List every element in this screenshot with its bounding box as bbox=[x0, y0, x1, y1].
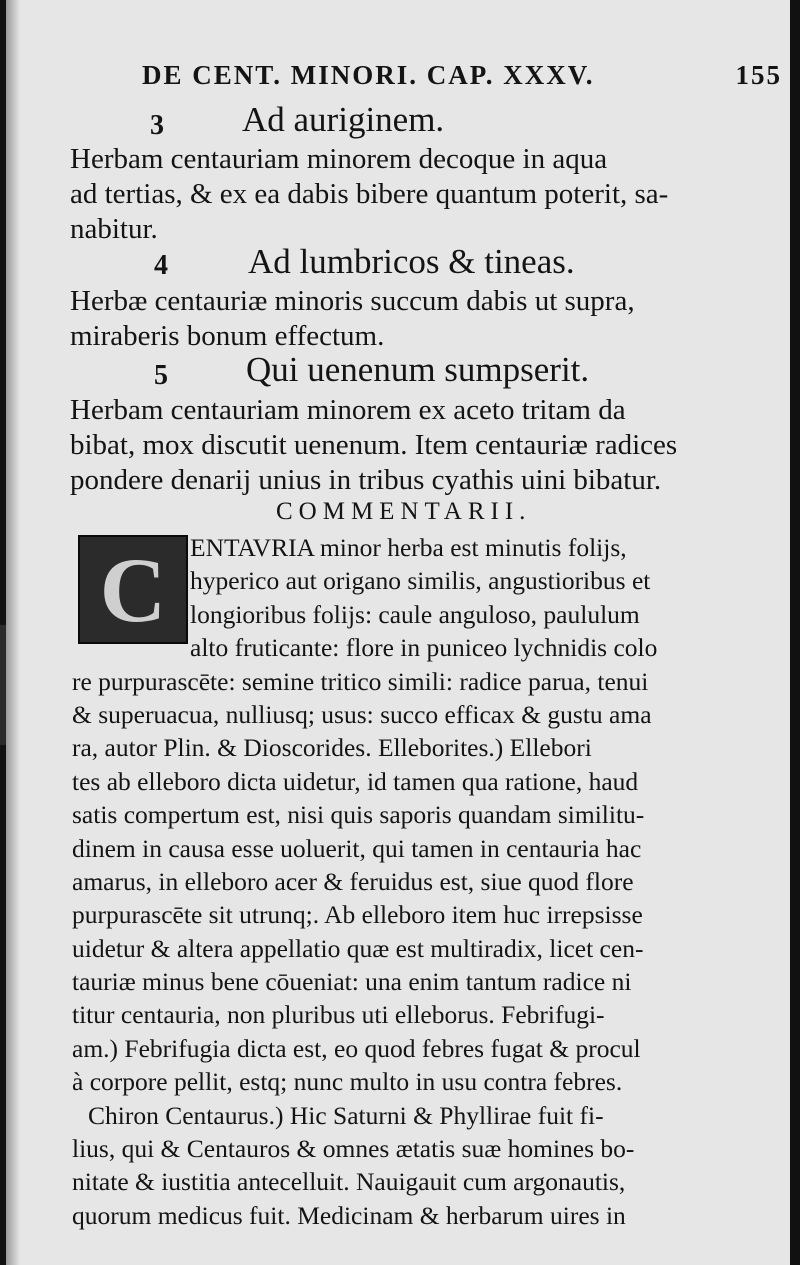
text-line: bibat, mox discutit uenenum. Item centauriæ radices bbox=[70, 429, 678, 461]
text-line: uidetur & altera appellatio quæ est multiradix, licet cen- bbox=[72, 933, 644, 963]
commentarii-heading: COMMENTARII. bbox=[276, 498, 532, 525]
running-header bbox=[132, 60, 782, 100]
text-line: nitate & iustitia antecelluit. Nauigauit cum argonautis, bbox=[72, 1167, 626, 1197]
remedy-heading bbox=[6, 242, 790, 286]
remedy-text bbox=[70, 142, 728, 247]
page-gutter-shadow bbox=[6, 0, 20, 1265]
text-line: dinem in causa esse uoluerit, qui tamen in centauria hac bbox=[72, 833, 642, 863]
text-line: alto fruticante: flore in puniceo lychnidis colo bbox=[190, 633, 658, 663]
text-line: miraberis bonum effectum. bbox=[70, 320, 385, 352]
remedy-text bbox=[70, 393, 728, 498]
remedy-heading bbox=[6, 350, 790, 394]
remedy-number: 3 bbox=[150, 110, 164, 141]
remedy-number: 4 bbox=[154, 250, 168, 281]
text-line: Herbæ centauriæ minoris succum dabis ut supra, bbox=[70, 285, 635, 317]
remedy-text bbox=[70, 284, 728, 354]
remedy-title: Ad auriginem. bbox=[242, 100, 445, 139]
text-line: tauriæ minus bene cōueniat: una enim tantum radice ni bbox=[72, 967, 632, 997]
running-head: DE CENT. MINORI. CAP. XXXV. bbox=[142, 60, 595, 90]
text-line: nabitur. bbox=[70, 213, 158, 245]
text-line: & superuacua, nulliusq; usus: succo efficax & gustu ama bbox=[72, 699, 652, 729]
text-line: am.) Febrifugia dicta est, eo quod febres fugat & procul bbox=[72, 1033, 641, 1063]
text-line: Herbam centauriam minorem ex aceto tritam da bbox=[70, 394, 626, 426]
binding-edge bbox=[0, 625, 6, 745]
text-line: satis compertum est, nisi quis saporis quandam similitu- bbox=[72, 800, 645, 830]
text-line: amarus, in elleboro acer & feruidus est, siue quod flore bbox=[72, 866, 634, 896]
book-page bbox=[6, 0, 790, 1265]
text-line: quorum medicus fuit. Medicinam & herbarum uires in bbox=[72, 1200, 626, 1230]
text-line: ad tertias, & ex ea dabis bibere quantum poterit, sa- bbox=[70, 178, 669, 210]
text-line: pondere denarij unius in tribus cyathis uini bibatur. bbox=[70, 464, 662, 496]
remedy-number: 5 bbox=[154, 360, 168, 391]
text-line: Herbam centauriam minorem decoque in aqua bbox=[70, 143, 608, 175]
commentary-text bbox=[72, 531, 732, 1232]
text-line: tes ab elleboro dicta uidetur, id tamen qua ratione, haud bbox=[72, 766, 639, 796]
remedy-title: Ad lumbricos & tineas. bbox=[248, 242, 575, 281]
initial-letter: C bbox=[99, 538, 167, 641]
text-line: ENTAVRIA minor herba est minutis folijs, bbox=[190, 533, 627, 562]
text-line: à corpore pellit, estq; nunc multo in usu contra febres. bbox=[72, 1067, 623, 1097]
text-line: hyperico aut origano similis, angustioribus et bbox=[190, 566, 651, 596]
text-line: titur centauria, non pluribus uti elleborus. Febrifugi- bbox=[72, 1000, 605, 1030]
text-line: lius, qui & Centauros & omnes ætatis suæ homines bo- bbox=[72, 1134, 635, 1164]
remedy-title: Qui uenenum sumpserit. bbox=[246, 350, 590, 389]
text-line: re purpurascēte: semine tritico simili: radice parua, tenui bbox=[72, 666, 649, 696]
text-line: Chiron Centaurus.) Hic Saturni & Phyllirae fuit fi- bbox=[88, 1100, 604, 1130]
text-line: ra, autor Plin. & Dioscorides. Elleborites.) Ellebori bbox=[72, 733, 592, 763]
text-line: purpurascēte sit utrunq;. Ab elleboro item huc irrepsisse bbox=[72, 900, 643, 930]
remedy-heading bbox=[6, 100, 790, 144]
text-line: longioribus folijs: caule anguloso, paululum bbox=[190, 599, 640, 629]
page-number: 155 bbox=[735, 60, 782, 90]
